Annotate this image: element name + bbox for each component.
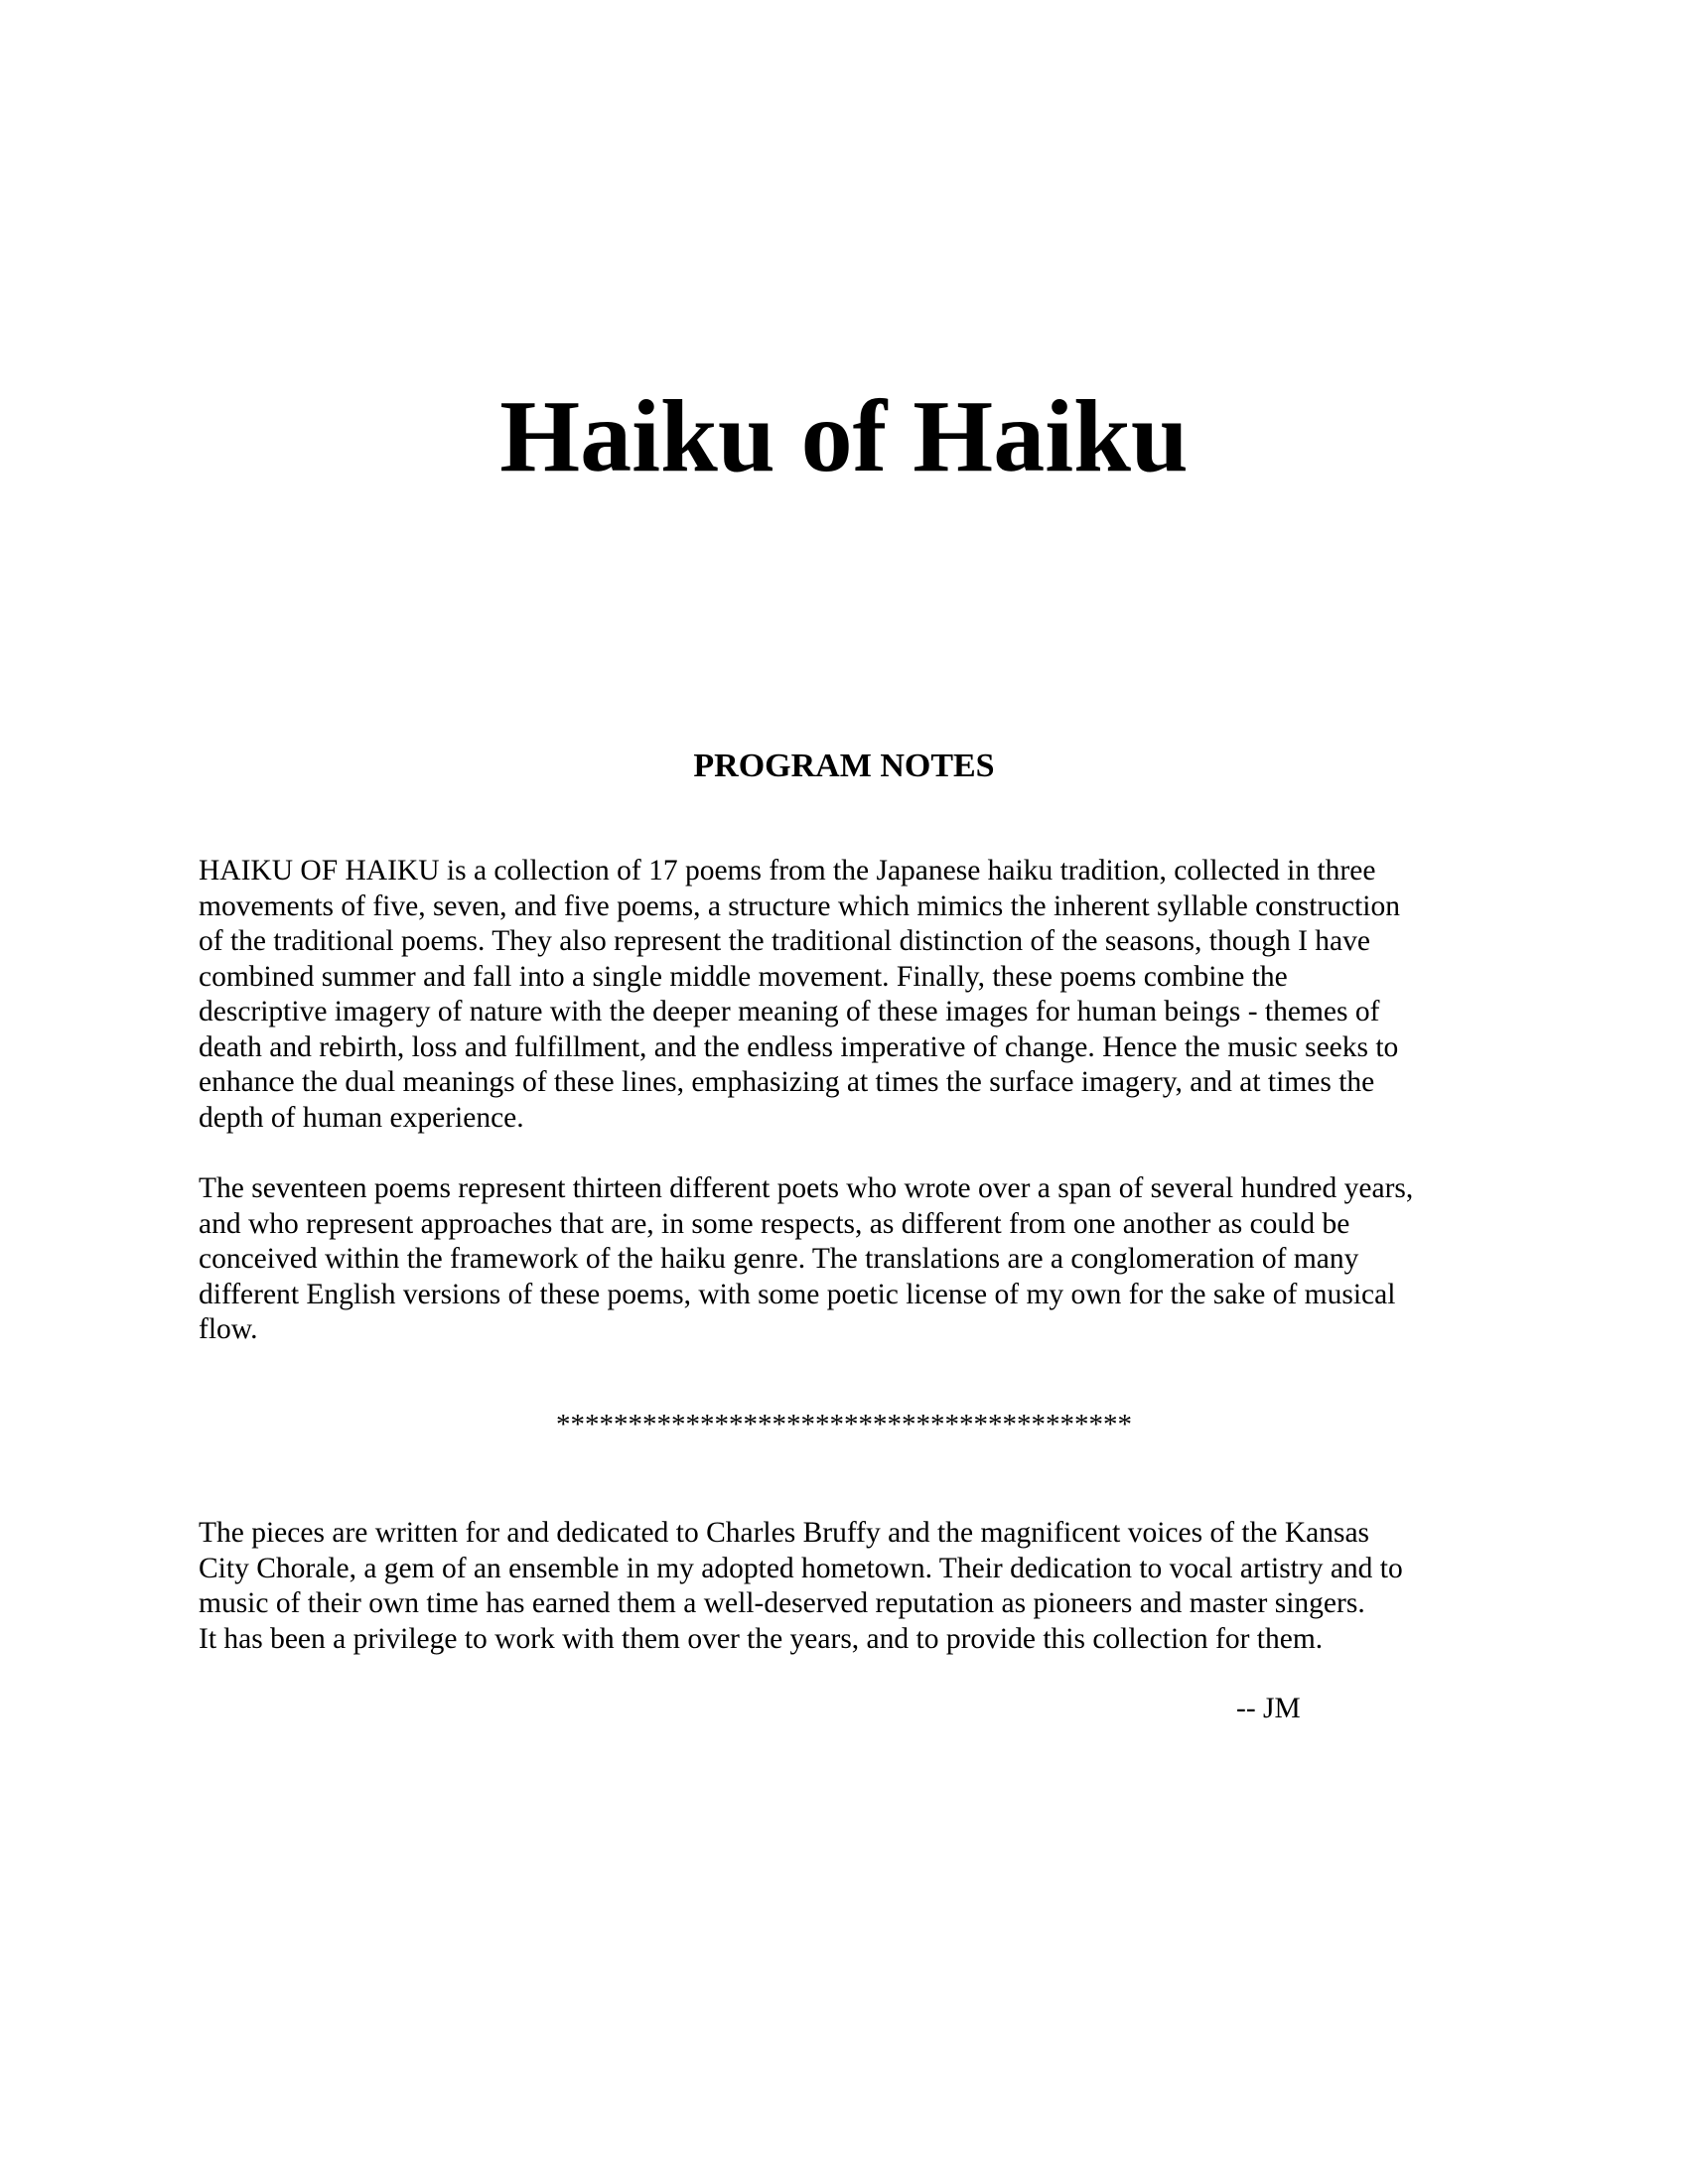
author-signature: -- JM [1236,1693,1301,1724]
paragraph-line: City Chorale, a gem of an ensemble in my adopted hometown. Their dedication to vocal artistry and to [199,1552,1403,1584]
paragraph-dedication [199,1516,1489,1657]
paragraph-line: flow. [199,1313,258,1345]
document-title: Haiku of Haiku [499,379,1189,493]
paragraph-line: music of their own time has earned them a well-deserved reputation as pioneers and master singers. [199,1587,1365,1619]
paragraph-line: death and rebirth, loss and fulfillment, and the endless imperative of change. Hence the music seeks to [199,1030,1399,1063]
section-heading: PROGRAM NOTES [693,748,995,784]
paragraph-line: enhance the dual meanings of these lines, emphasizing at times the surface imagery, and at times the [199,1066,1375,1098]
paragraph-line: It has been a privilege to work with them over the years, and to provide this collection for them. [199,1622,1324,1655]
paragraph-line: movements of five, seven, and five poems, a structure which mimics the inherent syllable construction [199,889,1400,922]
paragraph-line: conceived within the framework of the haiku genre. The translations are a conglomeration of many [199,1243,1359,1275]
asterisk-separator: **************************************** [556,1409,1132,1440]
paragraph-poets [199,1171,1489,1348]
paragraph-line: combined summer and fall into a single middle movement. Finally, these poems combine the [199,960,1288,993]
paragraph-line: HAIKU OF HAIKU is a collection of 17 poems from the Japanese haiku tradition, collected in three [199,855,1376,887]
paragraph-line: depth of human experience. [199,1101,524,1134]
paragraph-line: The pieces are written for and dedicated to Charles Bruffy and the magnificent voices of the Kansas [199,1517,1370,1549]
paragraph-line: of the traditional poems. They also represent the traditional distinction of the seasons, though I have [199,925,1370,957]
paragraph-line: and who represent approaches that are, in some respects, as different from one another as could be [199,1207,1350,1240]
paragraph-line: different English versions of these poems, with some poetic license of my own for the sake of musical [199,1278,1396,1310]
paragraph-line: descriptive imagery of nature with the deeper meaning of these images for human beings - themes of [199,996,1380,1027]
paragraph-line: The seventeen poems represent thirteen different poets who wrote over a span of several hundred years, [199,1172,1414,1204]
paragraph-intro [199,854,1489,1136]
